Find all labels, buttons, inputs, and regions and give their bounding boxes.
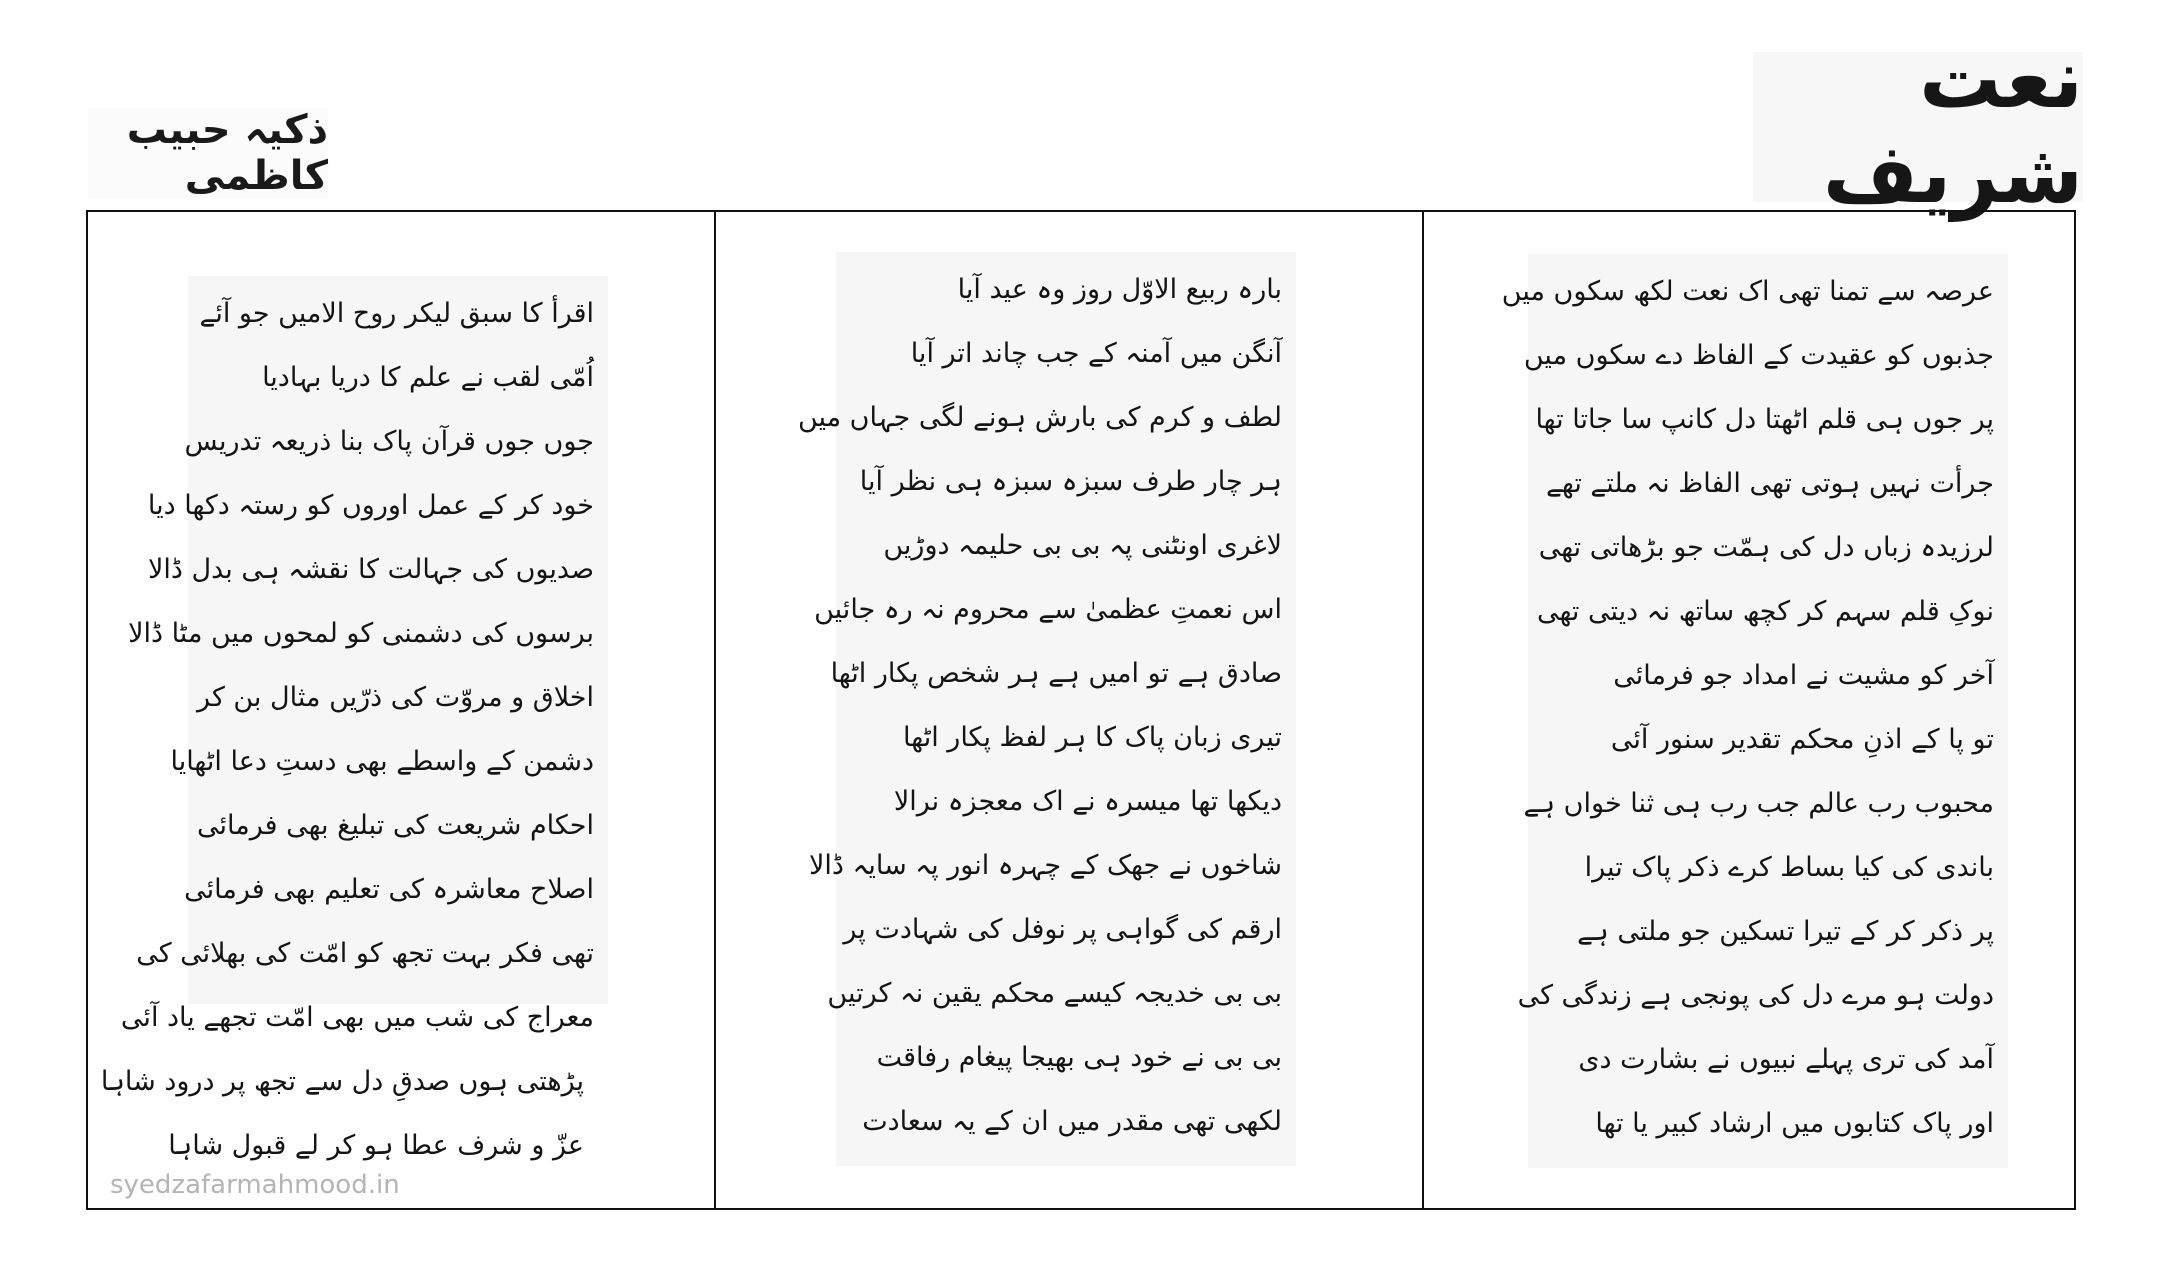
verse-line: تھی فکر بہت تجھ کو امّت کی بھلائی کی [136, 938, 594, 969]
verse-line: دیکھا تھا میسرہ نے اک معجزہ نرالا [893, 786, 1282, 817]
verse-line: برسوں کی دشمنی کو لمحوں میں مٹا ڈالا [128, 618, 594, 649]
verse-line: صدیوں کی جہالت کا نقشہ ہی بدل ڈالا [147, 554, 594, 585]
verse-line: اُمّی لقب نے علم کا دریا بہادیا [262, 362, 594, 393]
verse-line: آمد کی تری پہلے نبیوں نے بشارت دی [1578, 1044, 1994, 1075]
closing-verses [100, 1050, 598, 1178]
poem-frame [86, 210, 2076, 1210]
verse-line: بی بی نے خود ہی بھیجا پیغام رفاقت [876, 1042, 1282, 1073]
verse-line: شاخوں نے جھک کے چہرہ انور پہ سایہ ڈالا [809, 850, 1282, 881]
column-middle [714, 212, 1422, 1208]
verse-block-middle [797, 252, 1296, 1166]
verse-line: عرصہ سے تمنا تھی اک نعت لکھ سکوں میں [1501, 276, 1994, 307]
verse-line: دشمن کے واسطے بھی دستِ دعا اٹھایا [170, 746, 594, 777]
verse-line: باندی کی کیا بساط کرے ذکر پاک تیرا [1584, 852, 1994, 883]
verse-line: ہر چار طرف سبزہ سبزہ ہی نظر آیا [859, 466, 1282, 497]
verse-line: محبوب رب عالم جب رب ہی ثنا خواں ہے [1523, 788, 1994, 819]
verse-line: نوکِ قلم سہم کر کچھ ساتھ نہ دیتی تھی [1536, 596, 1994, 627]
verse-line: معراج کی شب میں بھی امّت تجھے یاد آئی [120, 1002, 594, 1033]
verse-line: لرزیدہ زباں دل کی ہمّت جو بڑھاتی تھی [1538, 532, 1994, 563]
verse-line: اس نعمتِ عظمیٰ سے محروم نہ رہ جائیں [814, 594, 1282, 625]
verse-line: صادق ہے تو امیں ہے ہر شخص پکار اٹھا [830, 658, 1282, 689]
verse-line: آخر کو مشیت نے امداد جو فرمائی [1613, 660, 1994, 691]
column-left [88, 212, 714, 1208]
verse-line: لاغری اونٹنی پہ بی بی حلیمہ دوڑیں [883, 530, 1282, 561]
poem-title: نعت شریف [1753, 52, 2083, 202]
poet-name: ذکیہ حبیب کاظمی [88, 108, 328, 198]
verse-line: جرأت نہیں ہوتی تھی الفاظ نہ ملتے تھے [1546, 468, 1994, 499]
column-right [1422, 212, 2074, 1208]
verse-line: اقرأ کا سبق لیکر روح الامیں جو آئے [199, 298, 594, 329]
verse-line: پڑھتی ہوں صدقِ دل سے تجھ پر درود شاہا [100, 1066, 584, 1097]
verse-line: بی بی خدیجہ کیسے محکم یقین نہ کرتیں [827, 978, 1282, 1009]
verse-line: خود کر کے عمل اوروں کو رستہ دکھا دیا [147, 490, 594, 521]
verse-line: تیری زبان پاک کا ہر لفظ پکار اٹھا [903, 722, 1282, 753]
verse-line: تو پا کے اذنِ محکم تقدیر سنور آئی [1610, 724, 1994, 755]
verse-line: لطف و کرم کی بارش ہونے لگی جہاں میں [797, 402, 1282, 433]
verse-line: جوں جوں قرآن پاک بنا ذریعہ تدریس [184, 426, 594, 457]
verse-line: عزّ و شرف عطا ہو کر لے قبول شاہا [168, 1130, 584, 1161]
verse-line: احکام شریعت کی تبلیغ بھی فرمائی [197, 810, 594, 841]
verse-line: اور پاک کتابوں میں ارشاد کبیر یا تھا [1595, 1108, 1994, 1139]
verse-line: دولت ہو مرے دل کی پونجی ہے زندگی کی [1517, 980, 1994, 1011]
verse-block-left [120, 276, 608, 1033]
verse-block-right [1501, 254, 2008, 1168]
verse-line: پر جوں ہی قلم اٹھتا دل کانپ سا جاتا تھا [1535, 404, 1994, 435]
verse-line: ارقم کی گواہی پر نوفل کی شہادت پر [843, 914, 1282, 945]
verse-line: جذبوں کو عقیدت کے الفاظ دے سکوں میں [1523, 340, 1994, 371]
verse-line: پر ذکر کر کے تیرا تسکین جو ملتی ہے [1577, 916, 1994, 947]
verse-line: آنگن میں آمنہ کے جب چاند اتر آیا [910, 338, 1282, 369]
verse-line: لکھی تھی مقدر میں ان کے یہ سعادت [862, 1106, 1282, 1137]
verse-line: اخلاق و مروّت کی ذرّیں مثال بن کر [197, 682, 594, 713]
verse-line: بارہ ربیع الاوّل روز وہ عید آیا [957, 274, 1282, 305]
watermark: syedzafarmahmood.in [110, 1170, 400, 1200]
verse-line: اصلاح معاشرہ کی تعلیم بھی فرمائی [184, 874, 594, 905]
